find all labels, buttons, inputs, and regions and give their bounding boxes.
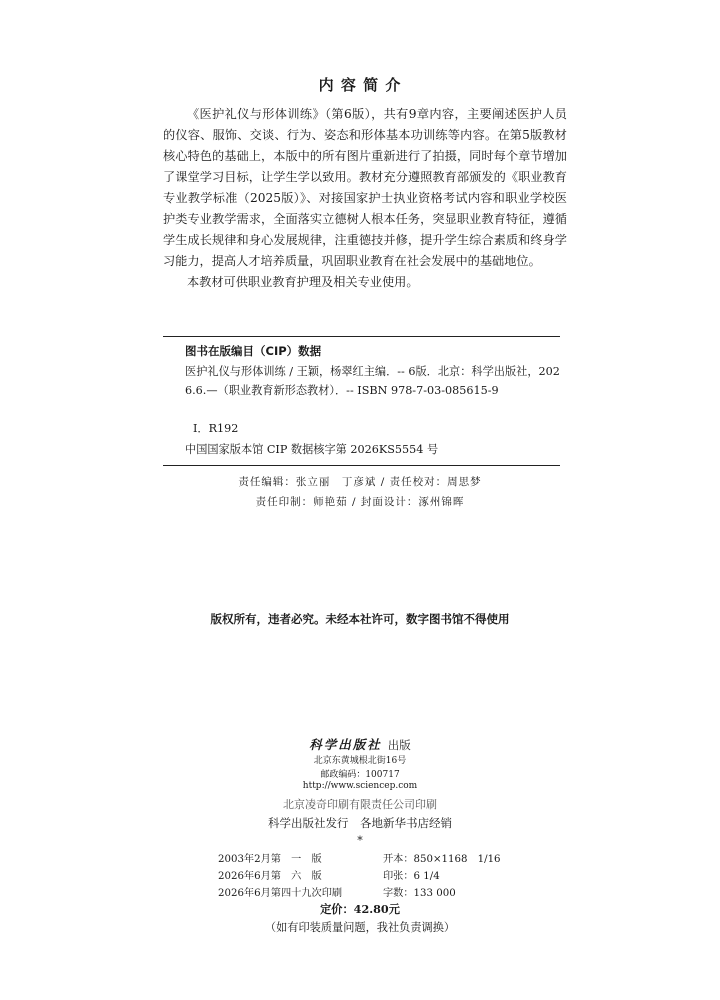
editors-line: 责任编辑：张立丽 丁彦斌 / 责任校对：周思梦 bbox=[238, 476, 482, 488]
edition-row bbox=[218, 884, 456, 899]
copyright-notice: 版权所有，违者必究。未经本社许可，数字图书馆不得使用 bbox=[210, 612, 510, 626]
edition-left: 2003年2月第 一 版 bbox=[218, 854, 322, 865]
publisher-line bbox=[0, 735, 720, 753]
cip-heading: 图书在版编目（CIP）数据 bbox=[185, 344, 322, 358]
edition-row bbox=[218, 867, 440, 882]
publisher-website: http://www.sciencep.com bbox=[302, 781, 418, 791]
separator-star: * bbox=[357, 834, 363, 847]
cip-top-rule bbox=[163, 336, 560, 337]
edition-right: 印张：6 1/4 bbox=[383, 871, 440, 882]
edition-left: 2026年6月第 六 版 bbox=[218, 871, 322, 882]
publisher-address: 北京东黄城根北街16号 bbox=[313, 756, 407, 766]
publisher-postcode: 邮政编码：100717 bbox=[320, 770, 400, 780]
distribution-line: 科学出版社发行 各地新华书店经销 bbox=[268, 816, 452, 830]
publisher-logo: 科学出版社 bbox=[309, 737, 382, 752]
cip-classification: Ⅰ．R192 bbox=[193, 422, 239, 435]
editors-block bbox=[0, 472, 720, 512]
printer-line: 北京凌奇印刷有限责任公司印刷 bbox=[283, 798, 437, 811]
edition-right: 开本：850×1168 1/16 bbox=[383, 854, 501, 865]
summary-text bbox=[163, 104, 567, 293]
publisher-suffix: 出版 bbox=[387, 738, 411, 752]
editors-line: 责任印制：师艳茹 / 封面设计：涿州锦晖 bbox=[255, 496, 465, 508]
edition-right: 字数：133 000 bbox=[383, 888, 456, 899]
summary-paragraph: 本教材可供职业教育护理及相关专业使用。 bbox=[187, 275, 419, 289]
edition-row bbox=[218, 850, 501, 865]
edition-left: 2026年6月第四十九次印刷 bbox=[218, 888, 343, 899]
cip-number: 中国国家版本馆 CIP 数据核字第 2026KS5554 号 bbox=[185, 443, 439, 456]
cip-record: 医护礼仪与形体训练 / 王颖，杨翠红主编．-- 6版．北京：科学出版社，2026.6.—（职业教育新形态教材）．-- ISBN 978-7-03-085615-9 bbox=[185, 365, 560, 397]
price-label: 定价：42.80元 bbox=[320, 902, 400, 916]
cip-bottom-rule bbox=[163, 465, 560, 466]
summary-paragraph: 《医护礼仪与形体训练》（第6版），共有9章内容，主要阐述医护人员的仪容、服饰、交谈、行为、姿态和形体基本功训练等内容。在第5版教材核心特色的基础上，本版中的所有图片重新进行了拍摄，同时每个章节增加了课堂学习目标，让学生学以致用。教材充分遵照教育部颁发的《职业教育专业教学标准（2025版）》、对接国家护士执业资格考试内容和职业学校医护类专业教学需求，全面落实立德树人根本任务，突显职业教育特征，遵循学生成长规律和身心发展规律，注重德技并修，提升学生综合素质和终身学习能力，提高人才培养质量，巩固职业教育在社会发展中的基础地位。 bbox=[163, 107, 567, 268]
quality-note: （如有印装质量问题，我社负责调换） bbox=[264, 921, 456, 934]
summary-title: 内 容 简 介 bbox=[318, 76, 402, 94]
